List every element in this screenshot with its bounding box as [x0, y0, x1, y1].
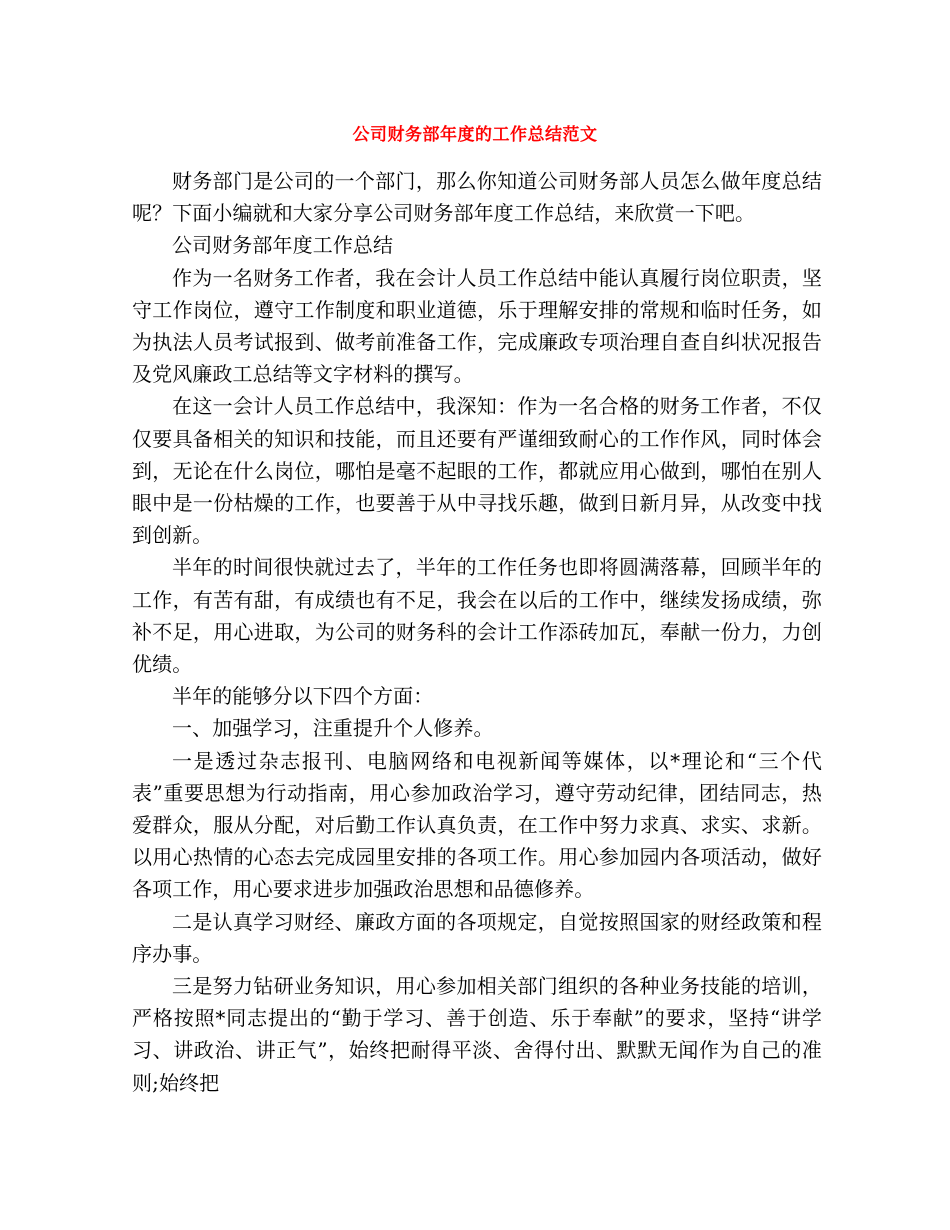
paragraph: 半年的时间很快就过去了，半年的工作任务也即将圆满落幕，回顾半年的工作，有苦有甜，有成绩也有不足，我会在以后的工作中，继续发扬成绩，弥补不足，用心进取，为公司的财务科的会计工作添砖加瓦，奉献一份力，力创优绩。	[132, 555, 822, 677]
paragraph: 二是认真学习财经、廉政方面的各项规定，自觉按照国家的财经政策和程序办事。	[132, 909, 822, 966]
paragraph-subtitle: 公司财务部年度工作总结	[172, 233, 394, 258]
section-heading: 一、加强学习，注重提升个人修养。	[172, 716, 494, 741]
paragraph: 一是透过杂志报刊、电脑网络和电视新闻等媒体，以*理论和“三个代表”重要思想为行动指南，用心参加政治学习，遵守劳动纪律，团结同志，热爱群众，服从分配，对后勤工作认真负责，在工作中努力求真、求实、求新。以用心热情的心态去完成园里安排的各项工作。用心参加园内各项活动，做好各项工作，用心要求进步加强政治思想和品德修养。	[132, 748, 822, 902]
document-title: 公司财务部年度的工作总结范文	[352, 125, 598, 145]
paragraph: 在这一会计人员工作总结中，我深知：作为一名合格的财务工作者，不仅仅要具备相关的知识和技能，而且还要有严谨细致耐心的工作作风，同时体会到，无论在什么岗位，哪怕是毫不起眼的工作，都就应用心做到，哪怕在别人眼中是一份枯燥的工作，也要善于从中寻找乐趣，做到日新月异，从改变中找到创新。	[132, 394, 822, 548]
paragraph: 三是努力钻研业务知识，用心参加相关部门组织的各种业务技能的培训，严格按照*同志提出的“勤于学习、善于创造、乐于奉献”的要求，坚持“讲学习、讲政治、讲正气”，始终把耐得平淡、舍得付出、默默无闻作为自己的准则;始终把	[132, 974, 822, 1095]
paragraph-intro: 财务部门是公司的一个部门，那么你知道公司财务部人员怎么做年度总结呢？下面小编就和大家分享公司财务部年度工作总结，来欣赏一下吧。	[132, 169, 822, 226]
document-body	[132, 165, 822, 1099]
paragraph: 作为一名财务工作者，我在会计人员工作总结中能认真履行岗位职责，坚守工作岗位，遵守工作制度和职业道德，乐于理解安排的常规和临时任务，如为执法人员考试报到、做考前准备工作，完成廉政专项治理自查自纠状况报告及党风廉政工总结等文字材料的撰写。	[132, 265, 822, 387]
paragraph: 半年的能够分以下四个方面：	[172, 684, 434, 709]
